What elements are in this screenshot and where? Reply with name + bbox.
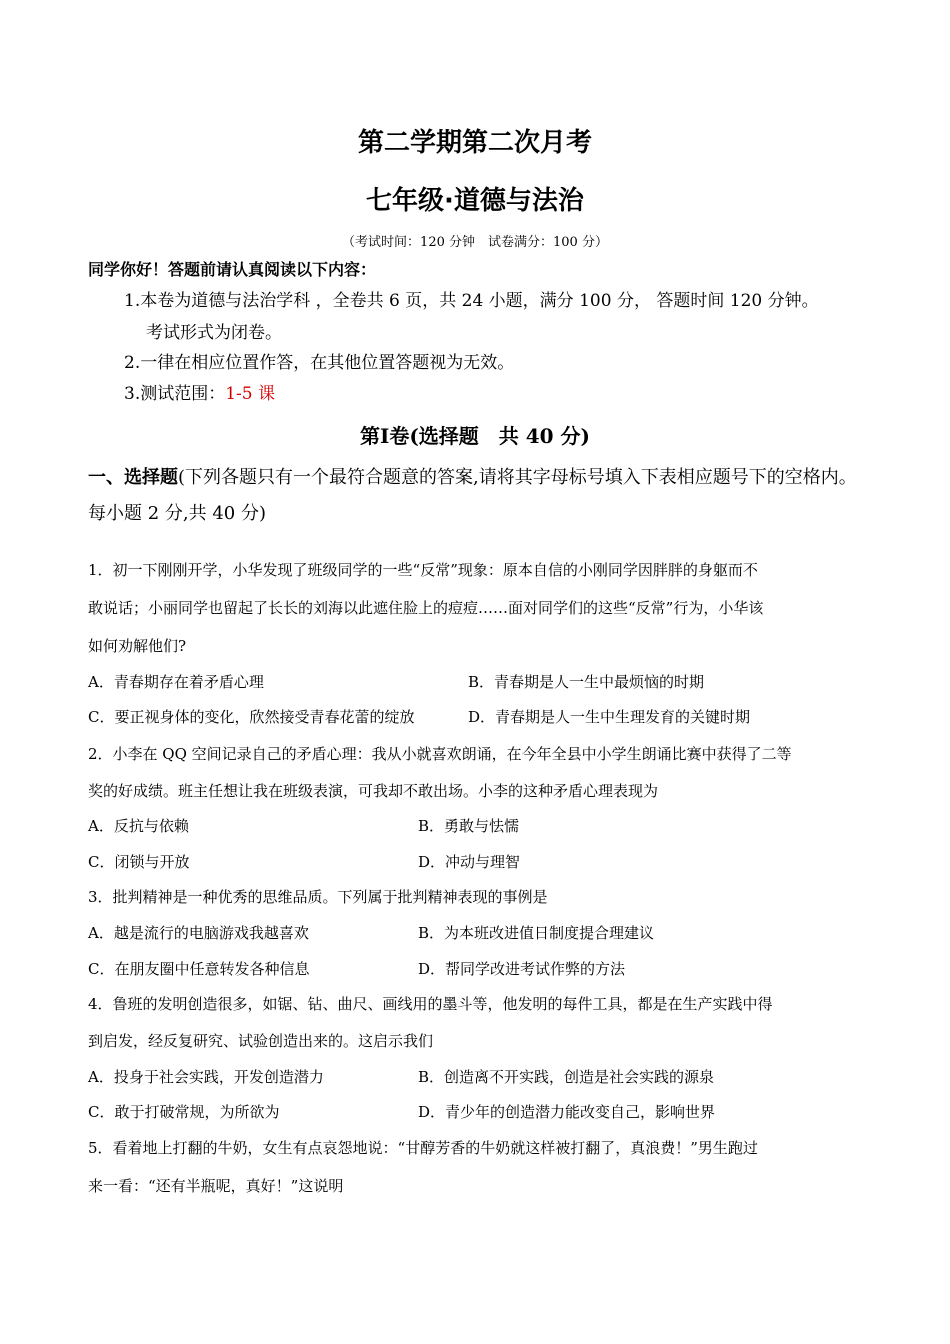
question-4-option-c: C．敢于打破常规，为所欲为 — [88, 1103, 280, 1121]
question-3-line-1: 3．批判精神是一种优秀的思维品质。下列属于批判精神表现的事例是 — [88, 888, 548, 906]
question-4-option-d: D．青少年的创造潜力能改变自己，影响世界 — [418, 1103, 716, 1121]
question-2-option-d: D．冲动与理智 — [418, 853, 521, 871]
question-5-line-2: 来一看：“还有半瓶呢，真好！”这说明 — [88, 1177, 344, 1195]
notice-item-1: 1.本卷为道德与法治学科 ，全卷共 6 页，共 24 小题，满分 100 分， 答题时间 120 分钟。 — [124, 291, 819, 311]
question-5-line-1: 5．看着地上打翻的牛奶，女生有点哀怨地说：“甘醇芳香的牛奶就这样被打翻了，真浪费！”男生跑过 — [88, 1139, 758, 1157]
question-4-option-b: B．创造离不开实践，创造是社会实践的源泉 — [418, 1068, 715, 1086]
question-3-option-d: D．帮同学改进考试作弊的方法 — [418, 960, 626, 978]
question-2-line-1: 2．小李在 QQ 空间记录自己的矛盾心理：我从小就喜欢朗诵，在今年全县中小学生朗诵比赛中获得了二等 — [88, 745, 792, 763]
question-2-option-c: C．闭锁与开放 — [88, 853, 190, 871]
question-2-option-a: A．反抗与依赖 — [88, 817, 189, 835]
exam-info: （考试时间：120 分钟 试卷满分：100 分） — [342, 235, 608, 250]
notice-item-3-label: 3.测试范围： — [124, 384, 226, 404]
question-1-line-3: 如何劝解他们? — [88, 637, 187, 655]
part-label: 一、选择题 — [88, 467, 178, 488]
notice-item-2: 2.一律在相应位置作答，在其他位置答题视为无效。 — [124, 353, 515, 373]
notice-heading: 同学你好！答题前请认真阅读以下内容： — [88, 260, 377, 279]
question-2-option-b: B．勇敢与怯懦 — [418, 817, 520, 835]
section-title: 第Ⅰ卷(选择题 共 40 分) — [359, 424, 591, 448]
part-description: (下列各题只有一个最符合题意的答案,请将其字母标号填入下表相应题号下的空格内。每小题 2 分,共 40 分) — [88, 467, 857, 524]
question-4-line-2: 到启发，经反复研究、试验创造出来的。这启示我们 — [88, 1032, 434, 1050]
question-1-option-c: C．要正视身体的变化，欣然接受青春花蕾的绽放 — [88, 708, 415, 726]
question-1-line-2: 敢说话；小丽同学也留起了长长的刘海以此遮住脸上的痘痘……面对同学们的这些“反常”行为，小华该 — [88, 599, 764, 617]
question-4-line-1: 4．鲁班的发明创造很多，如锯、钻、曲尺、画线用的墨斗等，他发明的每件工具，都是在生产实践中得 — [88, 995, 773, 1013]
notice-item-3 — [124, 379, 275, 404]
question-3-option-b: B．为本班改进值日制度提合理建议 — [418, 924, 655, 942]
question-4-option-a: A．投身于社会实践，开发创造潜力 — [88, 1068, 324, 1086]
subject-title: 七年级·道德与法治 — [366, 186, 584, 216]
part-heading — [88, 460, 868, 532]
question-1-line-1: 1．初一下刚刚开学，小华发现了班级同学的一些“反常”现象：原本自信的小刚同学因胖胖的身躯而不 — [88, 561, 758, 579]
question-1-option-b: B．青春期是人一生中最烦恼的时期 — [468, 673, 705, 691]
question-2-line-2: 奖的好成绩。班主任想让我在班级表演，可我却不敢出场。小李的这种矛盾心理表现为 — [88, 782, 659, 800]
question-3-option-c: C．在朋友圈中任意转发各种信息 — [88, 960, 310, 978]
notice-item-1-cont: 考试形式为闭卷。 — [146, 323, 282, 343]
exam-title: 第二学期第二次月考 — [357, 128, 592, 158]
question-1-option-d: D．青春期是人一生中生理发育的关键时期 — [468, 708, 751, 726]
test-range: 1-5 课 — [225, 384, 276, 404]
question-1-option-a: A．青春期存在着矛盾心理 — [88, 673, 264, 691]
question-3-option-a: A．越是流行的电脑游戏我越喜欢 — [88, 924, 309, 942]
